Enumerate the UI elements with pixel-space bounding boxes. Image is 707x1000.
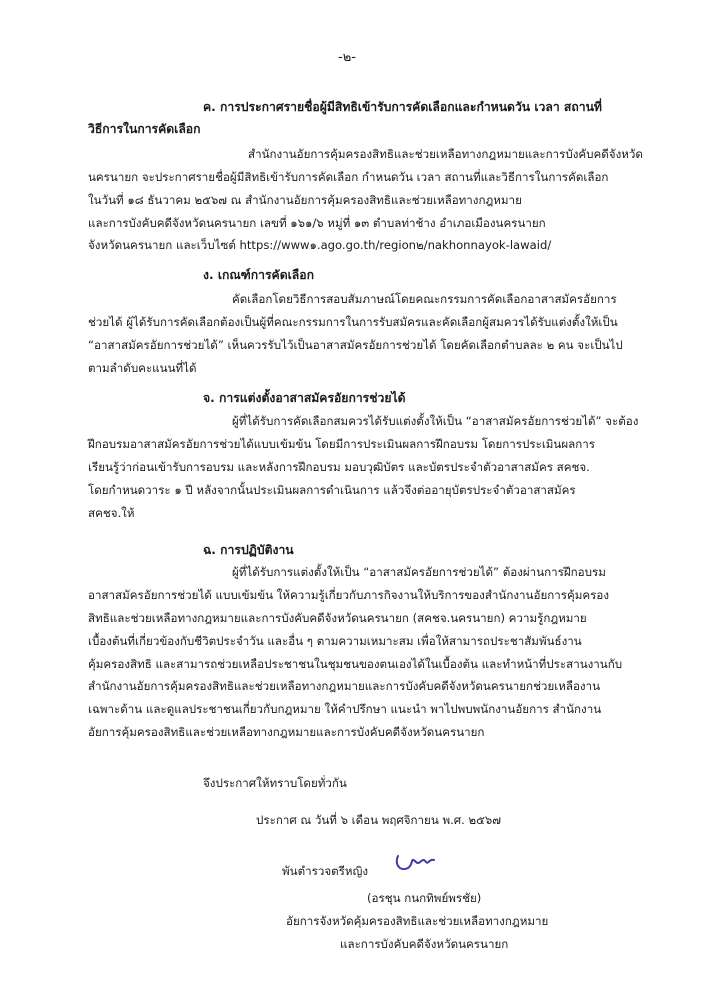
section-f-line: ผู้ที่ได้รับการแต่งตั้งให้เป็น “อาสาสมัครอัยการช่วยได้” ต้องผ่านการฝึกอบรม: [232, 565, 606, 579]
section-f-line: เบื้องต้นที่เกี่ยวข้องกับชีวิตประจำวัน และอื่น ๆ ตามความเหมาะสม เพื่อให้สามารถประชาสัมพันธ์งาน: [88, 634, 582, 648]
section-e-line: ฝึกอบรมอาสาสมัครอัยการช่วยได้แบบเข้มข้น โดยมีการประเมินผลการฝึกอบรม โดยการประเมินผลการ: [88, 437, 596, 451]
signatory-rank: พันตำรวจตรีหญิง: [282, 864, 369, 878]
signatory-position-cont: และการบังคับคดีจังหวัดนครนายก: [340, 937, 509, 951]
section-e-line: ผู้ที่ได้รับการคัดเลือกสมควรได้รับแต่งตั้งให้เป็น “อาสาสมัครอัยการช่วยได้” จะต้อง: [232, 414, 639, 428]
section-f-line: คุ้มครองสิทธิ และสามารถช่วยเหลือประชาชนในชุมชนของตนเองได้ในเบื้องต้น และทำหน้าที่ประสานงานกับ: [88, 657, 623, 671]
section-e-line: สคชจ.ให้: [88, 506, 135, 520]
announcement-date: ประกาศ ณ วันที่ ๖ เดือน พฤศจิกายน พ.ศ. ๒๕๖๗: [256, 813, 502, 827]
section-e-heading: จ. การแต่งตั้งอาสาสมัครอัยการช่วยได้: [203, 391, 406, 405]
section-c-heading-cont: วิธีการในการคัดเลือก: [88, 122, 201, 136]
section-f-line: สำนักงานอัยการคุ้มครองสิทธิและช่วยเหลือทางกฎหมายและการบังคับคดีจังหวัดนครนายกช่วยเหลืองาน: [88, 679, 601, 693]
section-c-line: นครนายก จะประกาศรายชื่อผู้มีสิทธิเข้ารับการคัดเลือก กำหนดวัน เวลา สถานที่และวิธีการในการคัดเลือก: [88, 170, 609, 184]
section-c-line: และการบังคับคดีจังหวัดนครนายก เลขที่ ๑๖๑/๖ หมู่ที่ ๑๓ ตำบลท่าช้าง อำเภอเมืองนครนายก: [88, 216, 546, 230]
signatory-name: (อรชุน กนกทิพย์พรชัย): [367, 891, 482, 905]
section-f-line: อาสาสมัครอัยการช่วยได้ แบบเข้มข้น ให้ความรู้เกี่ยวกับภารกิจงานให้บริการของสำนักงานอัยการคุ้มครอง: [88, 588, 609, 602]
section-c-line: สำนักงานอัยการคุ้มครองสิทธิและช่วยเหลือทางกฎหมายและการบังคับคดีจังหวัด: [248, 147, 643, 161]
section-e-line: โดยกำหนดวาระ ๑ ปี หลังจากนั้นประเมินผลการดำเนินการ แล้วจึงต่ออายุบัตรประจำตัวอาสาสมัคร: [88, 483, 576, 497]
section-d-line: ตามลำดับคะแนนที่ได้: [88, 361, 197, 375]
section-d-line: ช่วยได้ ผู้ได้รับการคัดเลือกต้องเป็นผู้ที่คณะกรรมการในการรับสมัครและคัดเลือกผู้สมควรได้รับแต่งตั้งให้เป็น: [88, 315, 618, 329]
section-d-heading: ง. เกณฑ์การคัดเลือก: [203, 268, 314, 282]
section-c-line: จังหวัดนครนายก และเว็บไซต์ https://www๑.ago.go.th/region๒/nakhonnayok-lawaid/: [88, 238, 552, 252]
section-f-line: สิทธิและช่วยเหลือทางกฎหมายและการบังคับคดีจังหวัดนครนายก (สคชจ.นครนายก) ความรู้กฎหมาย: [88, 611, 587, 625]
section-f-line: อัยการคุ้มครองสิทธิและช่วยเหลือทางกฎหมายและการบังคับคดีจังหวัดนครนายก: [88, 725, 485, 739]
closing-statement: จึงประกาศให้ทราบโดยทั่วกัน: [203, 776, 347, 790]
section-c-line: ในวันที่ ๑๘ ธันวาคม ๒๕๖๗ ณ สำนักงานอัยการคุ้มครองสิทธิและช่วยเหลือทางกฎหมาย: [88, 193, 522, 207]
section-c-heading: ค. การประกาศรายชื่อผู้มีสิทธิเข้ารับการคัดเลือกและกำหนดวัน เวลา สถานที่: [203, 100, 602, 114]
section-d-line: “อาสาสมัครอัยการช่วยได้” เห็นควรรับไว้เป็นอาสาสมัครอัยการช่วยได้ โดยคัดเลือกตำบลละ ๒ คน จะเป็นไป: [88, 338, 623, 352]
section-f-heading: ฉ. การปฏิบัติงาน: [203, 543, 294, 557]
section-f-line: เฉพาะด้าน และดูแลประชาชนเกี่ยวกับกฎหมาย ให้คำปรึกษา แนะนำ พาไปพบพนักงานอัยการ สำนักงาน: [88, 702, 602, 716]
section-d-line: คัดเลือกโดยวิธีการสอบสัมภาษณ์โดยคณะกรรมการคัดเลือกอาสาสมัครอัยการ: [232, 292, 617, 306]
handwritten-signature: [392, 848, 438, 876]
section-e-line: เรียนรู้ว่าก่อนเข้ารับการอบรม และหลังการฝึกอบรม มอบวุฒิบัตร และบัตรประจำตัวอาสาสมัคร สคชจ.: [88, 460, 590, 474]
signatory-position: อัยการจังหวัดคุ้มครองสิทธิและช่วยเหลือทางกฎหมาย: [286, 914, 549, 928]
page-number: -๒-: [338, 50, 356, 65]
